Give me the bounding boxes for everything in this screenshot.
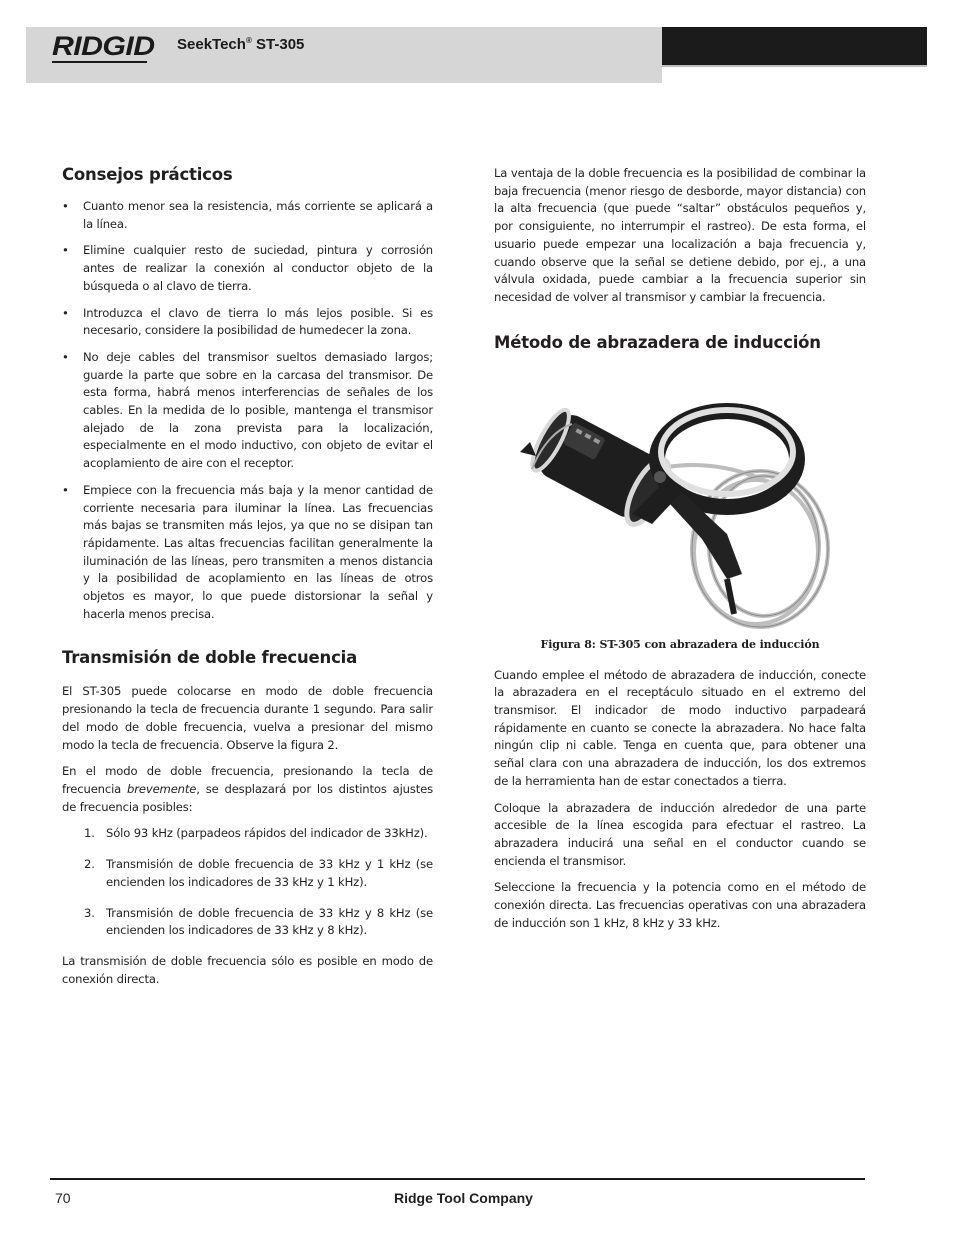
figure-caption: Figura 8: ST-305 con abrazadera de inducción	[540, 637, 820, 651]
list-item: 3. Transmisión de doble frecuencia de 33 kHz y 8 kHz (se encienden los indicadores de 33 kHz y 8 kHz).	[84, 905, 433, 938]
metodo-paragraph-1: Cuando emplee el método de abrazadera de inducción, conecte la abrazadera en el receptáculo situado en el extremo del transmisor. El indicador de modo inductivo parpadeará rápidamente en cuanto se conecte la abrazadera. No hace falta ningún clip ni cable. Tenga en cuenta que, para obtener una señal clara con una abrazadera de inducción, los dos extremos de la herramienta han de estar conectados a tierra.	[494, 667, 866, 788]
list-item: • Introduzca el clavo de tierra lo más lejos posible. Si es necesario, considere la posibilidad de humedecer la zona.	[62, 305, 433, 340]
footer-divider	[50, 1178, 865, 1180]
header-black-band	[662, 27, 927, 65]
list-item: • Cuanto menor sea la resistencia, más corriente se aplicará a la línea.	[62, 198, 433, 233]
doble-paragraph-1: El ST-305 puede colocarse en modo de doble frecuencia presionando la tecla de frecuencia durante 1 segundo. Para salir del modo de doble frecuencia, vuelva a presionar del mismo modo la tecla de frecuencia. Observe la figura 2.	[62, 684, 433, 752]
doble-heading: Transmisión de doble frecuencia	[62, 648, 358, 668]
header-divider	[662, 65, 927, 67]
consejos-list	[62, 198, 433, 623]
transmitter-clamp-illustration	[502, 374, 832, 634]
consejos-heading: Consejos prácticos	[62, 165, 233, 184]
figure-8-image	[502, 374, 832, 634]
logo-underline	[52, 61, 147, 63]
page-number: 70	[55, 1190, 71, 1206]
list-item: 1. Sólo 93 kHz (parpadeos rápidos del indicador de 33kHz).	[84, 826, 428, 841]
doble-paragraph-2: En el modo de doble frecuencia, presionando la tecla de frecuencia brevemente, se desplazará por los distintos ajustes de frecuencia posibles:	[62, 764, 433, 814]
metodo-heading: Método de abrazadera de inducción	[494, 332, 821, 352]
metodo-paragraph-3: Seleccione la frecuencia y la potencia como en el método de conexión directa. Las frecuencias operativas con una abrazadera de inducción son 1 kHz, 8 kHz y 33 kHz.	[494, 880, 866, 930]
ventaja-paragraph: La ventaja de la doble frecuencia es la posibilidad de combinar la baja frecuencia (menor riesgo de desborde, mayor distancia) con la alta frecuencia (que puede “saltar” obstáculos pequeños y, por consiguiente, no interrumpir el rastreo). De esta forma, el usuario puede empezar una localización a baja frecuencia y, cuando observe que la señal se detiene debido, por ej., a una válvula oxidada, puede cambiar a la frecuencia superior sin necesidad de volver al transmisor y cambiar la frecuencia.	[494, 166, 866, 304]
list-item: • Empiece con la frecuencia más baja y la menor cantidad de corriente necesaria para iluminar la línea. Las frecuencias más bajas se transmiten más lejos, ya que no se disipan tan rápidamente. Las altas frecuencias facilitan generalmente la iluminación de las líneas, pero transmiten a menos distancia y la posibilidad de acoplamiento en las líneas de otros objetos es mayor, lo que puede distorsionar la señal y hacerla menos precisa.	[62, 482, 433, 624]
doble-paragraph-3: La transmisión de doble frecuencia sólo es posible en modo de conexión directa.	[62, 953, 433, 986]
right-column	[494, 163, 866, 932]
product-name: SeekTech® ST-305	[177, 36, 305, 53]
list-item: • Elimine cualquier resto de suciedad, pintura y corrosión antes de realizar la conexión al conductor objeto de la búsqueda o al clavo de tierra.	[62, 242, 433, 295]
list-item: • No deje cables del transmisor sueltos demasiado largos; guarde la parte que sobre en la carcasa del transmisor. De esta forma, habrá menos interferencias de señales de los cables. En la medida de lo posible, mantenga el transmisor alejado de la zona prevista para la localización, especialmente en el modo inductivo, con objeto de evitar el acoplamiento de aire con el receptor.	[62, 349, 433, 473]
company-name: Ridge Tool Company	[394, 1190, 533, 1206]
doble-settings-list	[62, 825, 433, 940]
list-item: 2. Transmisión de doble frecuencia de 33 kHz y 1 kHz (se encienden los indicadores de 33 kHz y 1 kHz).	[84, 857, 433, 889]
ridgid-logo: RIDGID	[52, 31, 155, 61]
metodo-paragraph-2: Coloque la abrazadera de inducción alrededor de una parte accesible de la línea escogida para efectuar el rastreo. La abrazadera inducirá una señal en el conductor cuando se encienda el transmisor.	[494, 800, 866, 868]
left-column	[62, 163, 433, 988]
